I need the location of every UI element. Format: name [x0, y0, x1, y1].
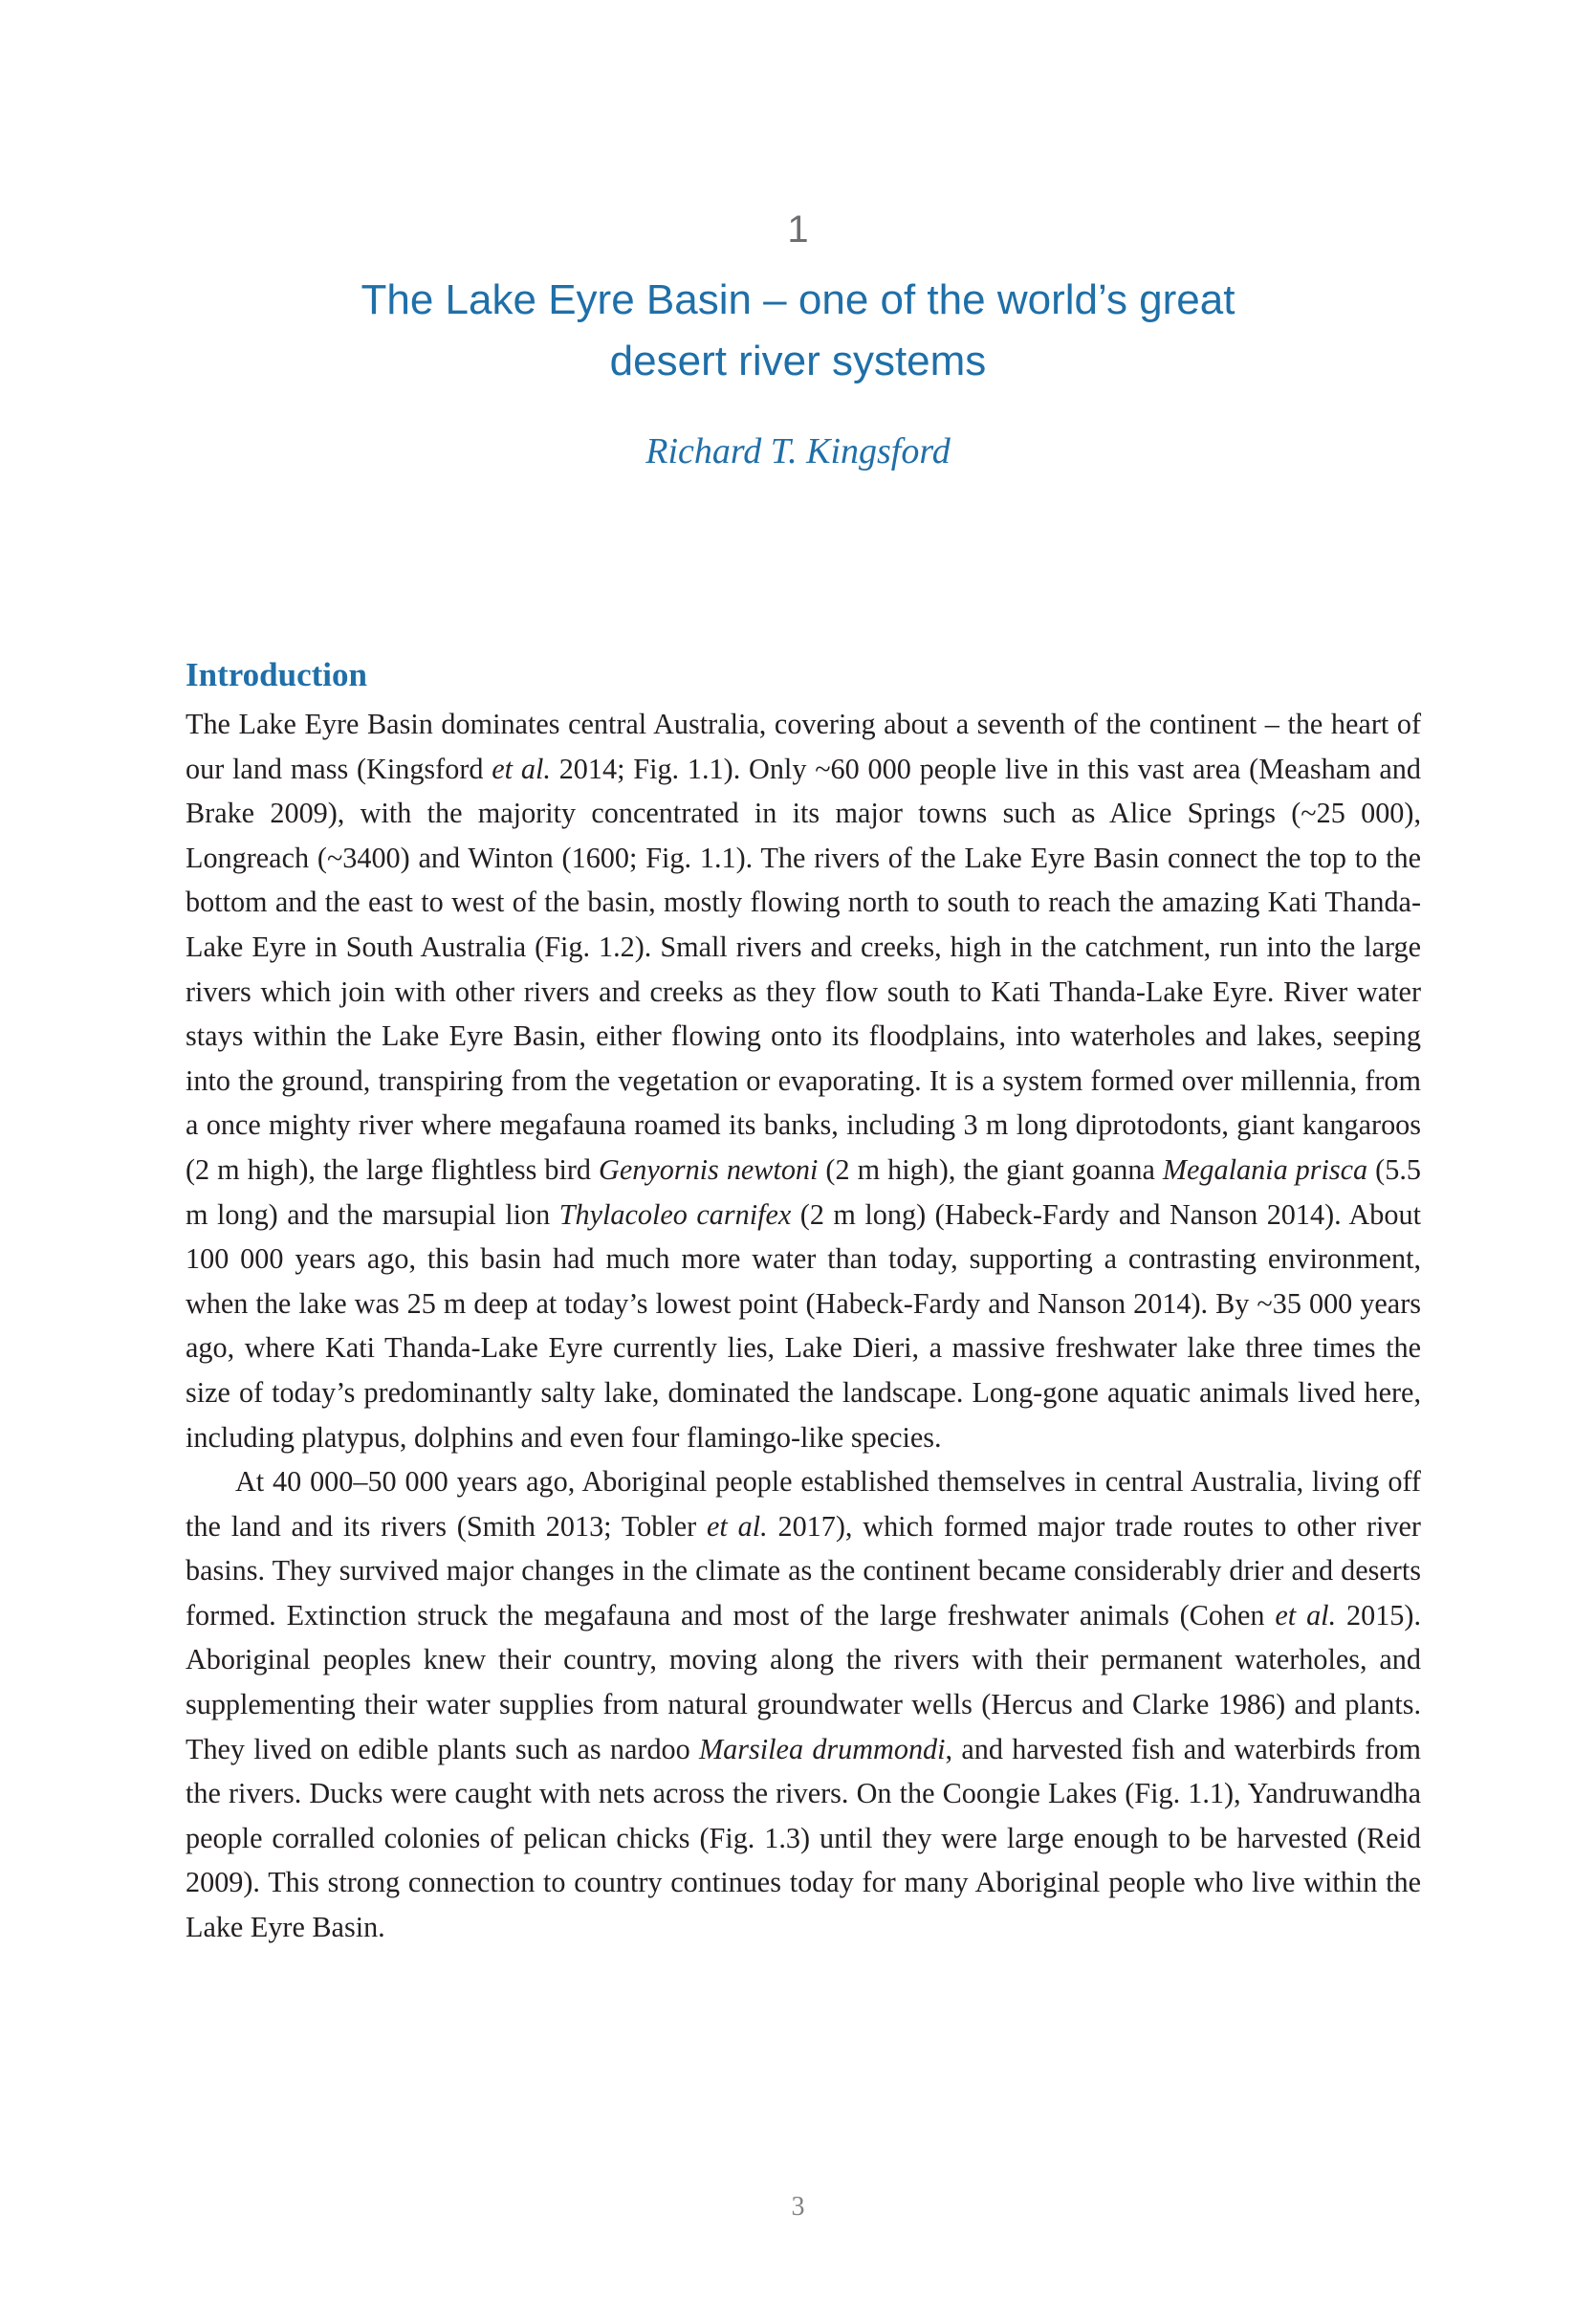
italic-term: et al.	[492, 752, 551, 785]
page-number: 3	[791, 2192, 805, 2222]
section-heading: Introduction	[186, 656, 367, 693]
body-paragraph-2: At 40 000–50 000 years ago, Aboriginal people established themselves in central Australia, living off the land and its rivers (Smith 2013; Tobler et al. 2017), which formed major trade routes to other river basins. They survived major changes in the climate as the continent became considerably drier and deserts formed. Extinction struck the megafauna and most of the large freshwater animals (Cohen et al. 2015). Aboriginal peoples knew their country, moving along the rivers with their permanent waterholes, and supplementing their water supplies from natural groundwater wells (Hercus and Clarke 1986) and plants. They lived on edible plants such as nardoo Marsilea drummondi, and harvested fish and waterbirds from the rivers. Ducks were caught with nets across the rivers. On the Coongie Lakes (Fig. 1.1), Yandruwandha people corralled colonies of pelican chicks (Fig. 1.3) until they were large enough to be harvested (Reid 2009). This strong connection to country continues today for many Aboriginal people who live within the Lake Eyre Basin.	[186, 1465, 1421, 1944]
italic-term: et al.	[1275, 1598, 1337, 1632]
italic-term: Marsilea drummondi	[699, 1732, 946, 1765]
chapter-title-line-1: The Lake Eyre Basin – one of the world’s great	[361, 276, 1235, 323]
italic-term: Thylacoleo carnifex	[558, 1197, 792, 1231]
chapter-author: Richard T. Kingsford	[645, 431, 951, 471]
chapter-title-line-2: desert river systems	[609, 338, 987, 384]
italic-term: Genyornis newtoni	[599, 1152, 819, 1186]
chapter-body	[186, 652, 1421, 1950]
italic-term: et al.	[707, 1509, 768, 1543]
body-paragraph-1: The Lake Eyre Basin dominates central Australia, covering about a seventh of the continent – the heart of our land mass (Kingsford et al. 2014; Fig. 1.1). Only ~60 000 people live in this vast area (Measham and Brake 2009), with the majority concentrated in its major towns such as Alice Springs (~25 000), Longreach (~3400) and Winton (1600; Fig. 1.1). The rivers of the Lake Eyre Basin connect the top to the bottom and the east to west of the basin, mostly flowing north to south to reach the amazing Kati Thanda-Lake Eyre in South Australia (Fig. 1.2). Small rivers and creeks, high in the catchment, run into the large rivers which join with other rivers and creeks as they flow south to Kati Thanda-Lake Eyre. River water stays within the Lake Eyre Basin, either flowing onto its floodplains, into waterholes and lakes, seeping into the ground, transpiring from the vegetation or evaporating. It is a system formed over millennia, from a once mighty river where megafauna roamed its banks, including 3 m long diprotodonts, giant kangaroos (2 m high), the large flightless bird Genyornis newtoni (2 m high), the giant goanna Megalania prisca (5.5 m long) and the marsupial lion Thylacoleo carnifex (2 m long) (Habeck-Fardy and Nanson 2014). About 100 000 years ago, this basin had much more water than today, supporting a contrasting environment, when the lake was 25 m deep at today’s lowest point (Habeck-Fardy and Nanson 2014). By ~35 000 years ago, where Kati Thanda-Lake Eyre currently lies, Lake Dieri, a massive freshwater lake three times the size of today’s predominantly salty lake, dominated the landscape. Long-gone aquatic animals lived here, including platypus, dolphins and even four flamingo-like species.	[186, 708, 1421, 1454]
chapter-title	[0, 270, 1596, 392]
italic-term: Megalania prisca	[1162, 1152, 1368, 1186]
chapter-number: 1	[787, 208, 809, 251]
